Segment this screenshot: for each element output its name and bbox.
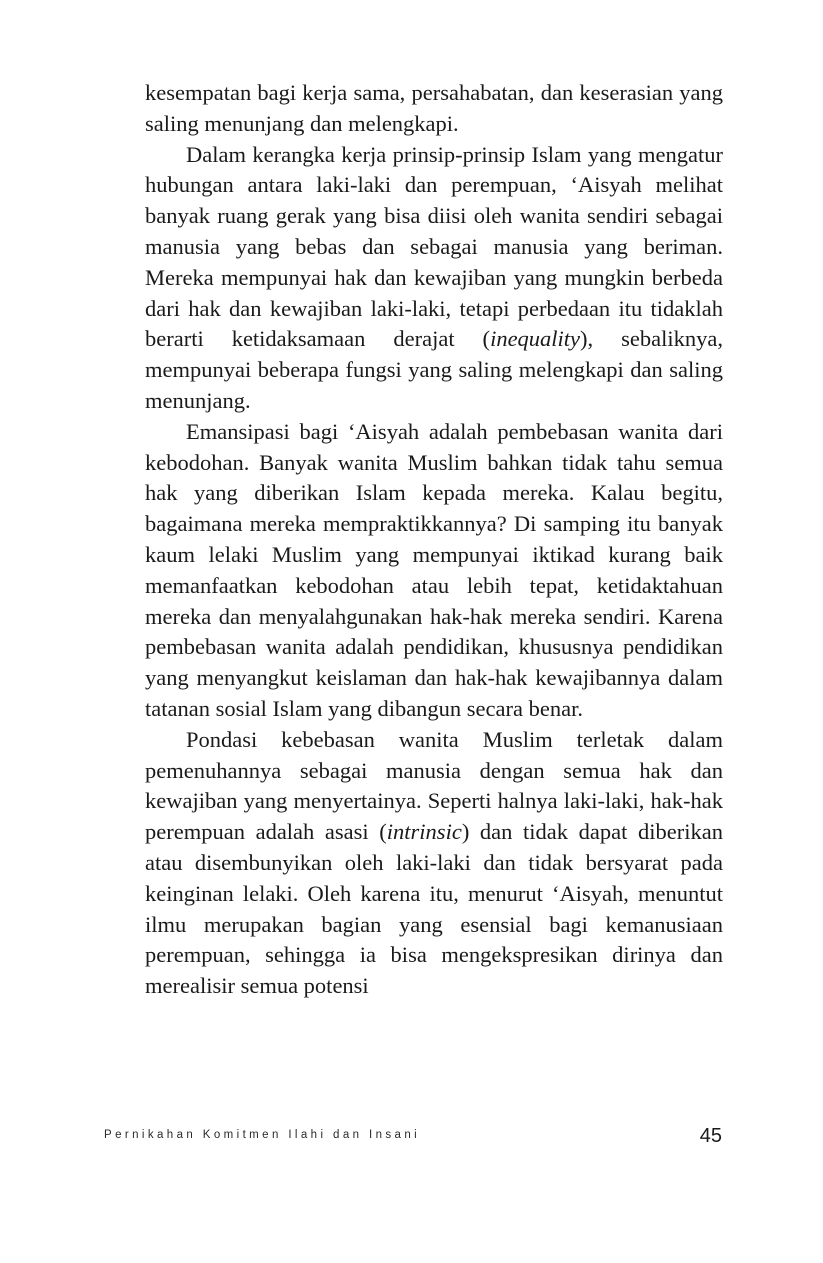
running-footer-title: Pernikahan Komitmen Ilahi dan Insani — [104, 1129, 421, 1141]
body-text — [145, 78, 723, 1002]
italic-term: inequality — [490, 326, 581, 352]
paragraph-text: ) dan tidak dapat diberikan atau disembunyikan oleh laki-laki dan tidak bersyarat pada keinginan lelaki. Oleh karena itu, menurut ‘Aisyah, menuntut ilmu merupakan bagian yang esensial bagi kemanusiaan perempuan, sehingga ia bisa mengekspresikan dirinya dan merealisir semua potensi — [145, 819, 723, 999]
paragraph-text: Dalam kerangka kerja prinsip-prinsip Islam yang mengatur hubungan antara laki-laki dan perempuan, ‘Aisyah melihat banyak ruang gerak yang bisa diisi oleh wanita sendiri sebagai manusia yang bebas dan sebagai manusia yang beriman. Mereka mempunyai hak dan kewajiban yang mungkin berbeda dari hak dan kewajiban laki-laki, tetapi perbedaan itu tidaklah berarti ketidaksamaan derajat ( — [145, 141, 723, 352]
page-number: 45 — [699, 1125, 722, 1147]
paragraph-text: ), sebaliknya, mempunyai beberapa fungsi yang saling melengkapi dan saling menunjang. — [145, 326, 723, 413]
paragraph-text: kesempatan bagi kerja sama, persahabatan, dan keserasian yang saling menunjang dan melengkapi. — [145, 80, 723, 136]
italic-term: intrinsic — [386, 819, 462, 845]
paragraph — [145, 725, 723, 1002]
paragraph-text: Emansipasi bagi ‘Aisyah adalah pembebasan wanita dari kebodohan. Banyak wanita Muslim bahkan tidak tahu semua hak yang diberikan Islam kepada mereka. Kalau begitu, bagaimana mereka mempraktikkannya? Di samping itu banyak kaum lelaki Muslim yang mempunyai iktikad kurang baik memanfaatkan kebodohan atau lebih tepat, ketidaktahuan mereka dan menyalahgunakan hak-hak mereka sendiri. Karena pembebasan wanita adalah pendidikan, khususnya pendidikan yang menyangkut keislaman dan hak-hak kewajibannya dalam tatanan sosial Islam yang dibangun secara benar. — [145, 418, 723, 721]
paragraph — [145, 78, 723, 140]
paragraph-text: Pondasi kebebasan wanita Muslim terletak dalam pemenuhannya sebagai manusia dengan semua hak dan kewajiban yang menyertainya. Seperti halnya laki-laki, hak-hak perempuan adalah asasi ( — [145, 726, 723, 845]
paragraph — [145, 417, 723, 725]
paragraph — [145, 140, 723, 417]
